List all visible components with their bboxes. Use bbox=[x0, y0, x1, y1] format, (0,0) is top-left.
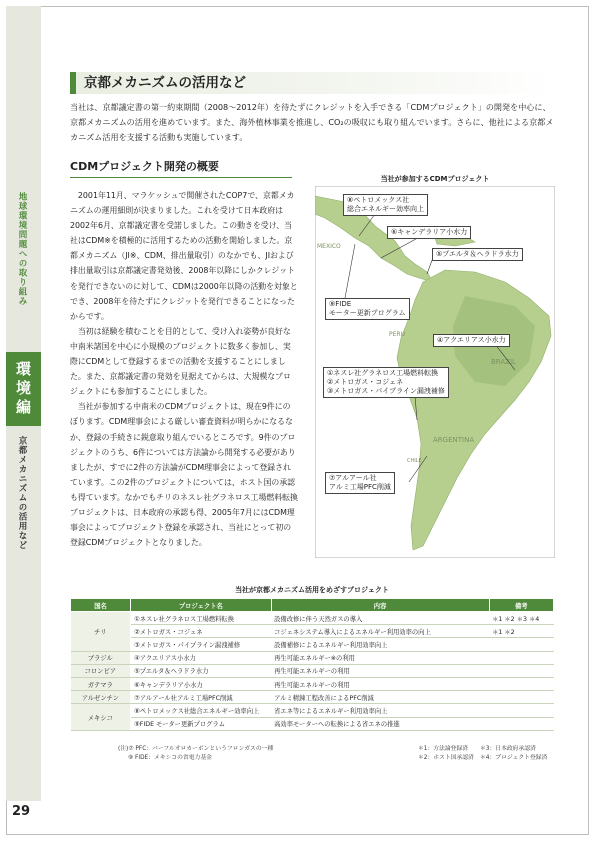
paragraph: 2001年11月、マラケッシュで開催されたCOP7で、京都メカニズムの運用細則が決まりました。これを受けて日本政府は2002年6月、京都議定書を受諾しました。この動きを受け、当社はCDM※を積極的に活用するための活動を開始しました。京都メカニズム（JI※、CDM、排出量取引）のなかでも、JIおよび排出量取引は京都議定書発効後、2008年以降にしかクレジットを発行できないのに対して、CDMは2000年以降の活動を対象とでき、2008年を待たずにクレジットを発行できることになったからです。 bbox=[70, 191, 298, 321]
sidebar-section-label: 環境編 bbox=[14, 360, 32, 418]
note-line: ＊2：ホスト国承認済 bbox=[418, 755, 474, 761]
map-callout-candelaria bbox=[387, 226, 471, 239]
callout-line: ⑦アルアール社 bbox=[329, 474, 377, 482]
callout-line: ①ネスレ社グラネロス工場燃料転換 bbox=[327, 369, 439, 377]
note-line: ＊3：日本政府承認済 bbox=[480, 746, 536, 752]
table-row bbox=[71, 691, 554, 704]
page-number: 29 bbox=[12, 804, 31, 819]
notes-legend-2 bbox=[480, 745, 547, 763]
intro-paragraph: 当社は、京都議定書の第一約束期間（2008～2012年）を待たずにクレジットを入手できる「CDMプロジェクト」の開発を中心に、京都メカニズムの活用を進めています。また、海外植林事業を推進し、CO₂の吸収にも取り組んでいます。さらに、他社による京都メカニズム活用を支援する活動も実施しています。 bbox=[70, 102, 554, 142]
notes-legend-1 bbox=[418, 745, 474, 763]
section-title: 京都メカニズムの活用など bbox=[70, 72, 554, 94]
table-header-row bbox=[71, 599, 554, 612]
cell-project: ⑥キャンデラリア小水力 bbox=[131, 677, 272, 690]
cell-country: ガテマラ bbox=[71, 677, 131, 690]
map-callout-chile-projects bbox=[323, 367, 449, 398]
table-row bbox=[71, 638, 554, 651]
cell-project: ⑧ペトロメックス社総合エネルギー効率向上 bbox=[131, 704, 272, 717]
callout-line: ⑤プエルタ＆ヘラドラ水力 bbox=[436, 250, 519, 258]
map-country-label: ARGENTINA bbox=[433, 436, 475, 444]
sidebar-topic-text: 京都メカニズムの活用など bbox=[17, 436, 27, 550]
cell-project: ②メトロガス・コジェネ bbox=[131, 625, 272, 638]
map-callout-petromex bbox=[343, 194, 428, 216]
project-table bbox=[70, 598, 554, 731]
cell-note bbox=[489, 704, 553, 717]
header-note: 備考 bbox=[489, 599, 553, 612]
cell-content: 高効率モーターへの転換による省エネの推進 bbox=[271, 717, 489, 730]
paragraph: 当初は経験を積むことを目的として、受け入れ姿勢が良好な中南米諸国を中心に小規模のプロジェクトに数多く参加し、実際にCDMとして登録するまでの活動を支援することにしました。また、京都議定書の発効を見据えてからは、大規模なプロジェクトにも参加することにしました。 bbox=[70, 326, 291, 397]
cell-project: ①ネスレ社グラネロス工場燃料転換 bbox=[131, 612, 272, 625]
cell-note: ＊1 ＊2 bbox=[489, 625, 553, 638]
cell-content: 再生可能エネルギー※の利用 bbox=[271, 651, 489, 664]
cell-project: ④アクエリアス小水力 bbox=[131, 651, 272, 664]
callout-line: ④アクエリアス小水力 bbox=[437, 336, 506, 344]
cell-note bbox=[489, 691, 553, 704]
note-line: ＊1：方法論登録済 bbox=[418, 746, 469, 752]
callout-line: ⑧ペトロメックス社 bbox=[347, 196, 410, 204]
cell-content: 設備補修によるエネルギー利用効率向上 bbox=[271, 638, 489, 651]
cell-note bbox=[489, 651, 553, 664]
map-caption: 当社が参加するCDMプロジェクト bbox=[380, 175, 490, 183]
cell-country: ブラジル bbox=[71, 651, 131, 664]
latin-america-map bbox=[315, 186, 555, 558]
cell-country: メキシコ bbox=[71, 704, 131, 730]
sidebar-section-box bbox=[6, 352, 41, 426]
paragraph: 当社が参加する中南米のCDMプロジェクトは、現在9件にのぼります。CDM理事会による厳しい審査資料が明らかになるなか、登録の手続きに鋭意取り組んでいるところです。9件のプロジェクトのうち、6件については方法論から開発する必要がありましたが、すでに2件の方法論がCDM理事会によって登録されています。この2件のプロジェクトについては、ホスト国の承認も得ています。なかでもチリのネスレ社グラネロス工場燃料転換プロジェクトは、日本政府の承認も得、2005年7月にはCDM理事会によってプロジェクト登録を承認され、当社にとって初の登録CDMプロジェクトとなりました。 bbox=[70, 402, 298, 548]
cell-content: アルミ精錬工程改善によるPFC削減 bbox=[271, 691, 489, 704]
cell-country: コロンビア bbox=[71, 664, 131, 677]
note-line: ＊4：プロジェクト登録済 bbox=[480, 755, 548, 761]
cell-project: ⑦アルアール社アルミ工場PFC削減 bbox=[131, 691, 272, 704]
table-row bbox=[71, 651, 554, 664]
callout-line: アルミ工場PFC削減 bbox=[329, 483, 391, 491]
cell-country: チリ bbox=[71, 612, 131, 652]
map-callout-aquarius bbox=[433, 334, 510, 347]
header-country: 国名 bbox=[71, 599, 131, 612]
cell-project: ⑤プエルタ＆ヘラドラ水力 bbox=[131, 664, 272, 677]
cell-project: ③メトロガス・パイプライン漏洩補修 bbox=[131, 638, 272, 651]
note-line: (注)⑦ PFC：パーフルオロカーボンというフロンガスの一種 bbox=[118, 746, 274, 752]
table-caption: 当社が京都メカニズム活用をめざすプロジェクト bbox=[235, 586, 389, 594]
cell-note bbox=[489, 677, 553, 690]
callout-line: ⑨FIDE bbox=[329, 300, 352, 308]
cell-country: アルゼンチン bbox=[71, 691, 131, 704]
map-country-label: PERU bbox=[389, 331, 405, 338]
cell-note: ＊1 ＊2 ＊3 ＊4 bbox=[489, 612, 553, 625]
cell-content: 再生可能エネルギーの利用 bbox=[271, 677, 489, 690]
map-callout-aluar bbox=[325, 472, 395, 494]
table-row bbox=[71, 664, 554, 677]
subsection-title: CDMプロジェクト開発の概要 bbox=[70, 158, 292, 178]
sidebar-category-text: 地球環境問題への取り組み bbox=[17, 192, 27, 306]
callout-line: ③メトロガス・パイプライン漏洩補修 bbox=[327, 387, 445, 395]
cell-content: 省エネ等によるエネルギー利用効率向上 bbox=[271, 704, 489, 717]
header-project: プロジェクト名 bbox=[131, 599, 272, 612]
notes-left bbox=[118, 745, 273, 763]
map-callout-puerta-heradora bbox=[432, 248, 523, 261]
cell-content: 設備改修に伴う天然ガスの導入 bbox=[271, 612, 489, 625]
table-row bbox=[71, 612, 554, 625]
callout-line: モーター更新プログラム bbox=[329, 309, 406, 317]
cell-content: 再生可能エネルギーの利用 bbox=[271, 664, 489, 677]
map-callout-fide bbox=[325, 298, 410, 320]
map-country-label: BRAZIL bbox=[491, 358, 516, 366]
callout-line: 総合エネルギー効率向上 bbox=[347, 205, 424, 213]
cell-note bbox=[489, 664, 553, 677]
table-row bbox=[71, 717, 554, 730]
cell-note bbox=[489, 717, 553, 730]
callout-line: ②メトロガス・コジェネ bbox=[327, 378, 404, 386]
cell-content: コジェネシステム導入によるエネルギー利用効率の向上 bbox=[271, 625, 489, 638]
body-text bbox=[70, 188, 298, 550]
note-line: ⑨ FIDE：メキシコの省電力基金 bbox=[128, 755, 212, 761]
cell-note bbox=[489, 638, 553, 651]
cell-project: ⑨FIDE モーター更新プログラム bbox=[131, 717, 272, 730]
table-row bbox=[71, 704, 554, 717]
table-row bbox=[71, 677, 554, 690]
map-country-label: MEXICO bbox=[317, 243, 341, 250]
callout-line: ⑥キャンデラリア小水力 bbox=[391, 228, 468, 236]
map-country-label: CHILE bbox=[407, 458, 422, 464]
header-content: 内容 bbox=[271, 599, 489, 612]
table-row bbox=[71, 625, 554, 638]
